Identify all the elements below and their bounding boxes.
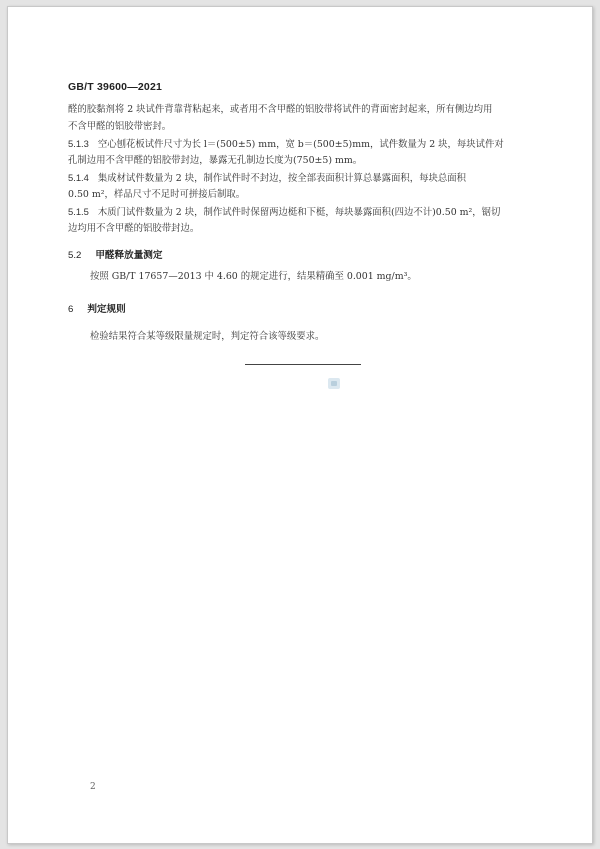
- section-title: 甲醛释放量测定: [95, 250, 163, 261]
- clause-5-1-5: [68, 205, 500, 219]
- document-page: [7, 6, 593, 844]
- clause-text: 集成材试件数量为 2 块，制作试件时不封边，按全部表面积计算总暴露面积，每块总面积: [97, 173, 466, 184]
- clause-text: 空心刨花板试件尺寸为长 l＝(500±5) mm，宽 b＝(500±5)mm，试件数量为 2 块，每块试件对: [97, 139, 504, 150]
- clause-number: 5.1.5: [68, 206, 89, 217]
- page-number: 2: [90, 782, 96, 792]
- standard-code: GB/T 39600—2021: [68, 81, 163, 93]
- paragraph-line: 孔制边用不含甲醛的铝胶带封边，暴露无孔制边长度为(750±5) mm。: [68, 155, 363, 166]
- clause-number: 5.1.3: [68, 138, 89, 149]
- clause-5-1-4: [68, 171, 466, 185]
- clause-number: 5.1.4: [68, 172, 89, 183]
- clause-5-1-3: [68, 137, 504, 151]
- section-number: 5.2: [68, 250, 82, 261]
- section-body: 按照 GB/T 17657—2013 中 4.60 的规定进行，结果精确至 0.001 mg/m³。: [90, 271, 417, 282]
- watermark-icon: [328, 378, 340, 389]
- paragraph-line: 0.50 m²，样品尺寸不足时可拼接后制取。: [68, 189, 246, 200]
- section-heading-5-2: [68, 247, 163, 261]
- section-heading-6: [68, 301, 126, 315]
- paragraph-line: 醛的胶黏剂将 2 块试件背靠背粘起来，或者用不含甲醛的铝胶带将试件的背面密封起来，所有侧边均用: [68, 104, 493, 115]
- section-number: 6: [68, 304, 74, 315]
- paragraph-line: 边均用不含甲醛的铝胶带封边。: [68, 223, 200, 234]
- paragraph-line: 不含甲醛的铝胶带密封。: [68, 121, 172, 132]
- end-rule: [245, 364, 361, 365]
- clause-text: 木质门试件数量为 2 块，制作试件时保留两边梃和下梃，每块暴露面积(四边不计)0.50 m²，锯切: [97, 207, 501, 218]
- section-body: 检验结果符合某等级限量规定时，判定符合该等级要求。: [90, 331, 325, 342]
- section-title: 判定规则: [87, 304, 126, 315]
